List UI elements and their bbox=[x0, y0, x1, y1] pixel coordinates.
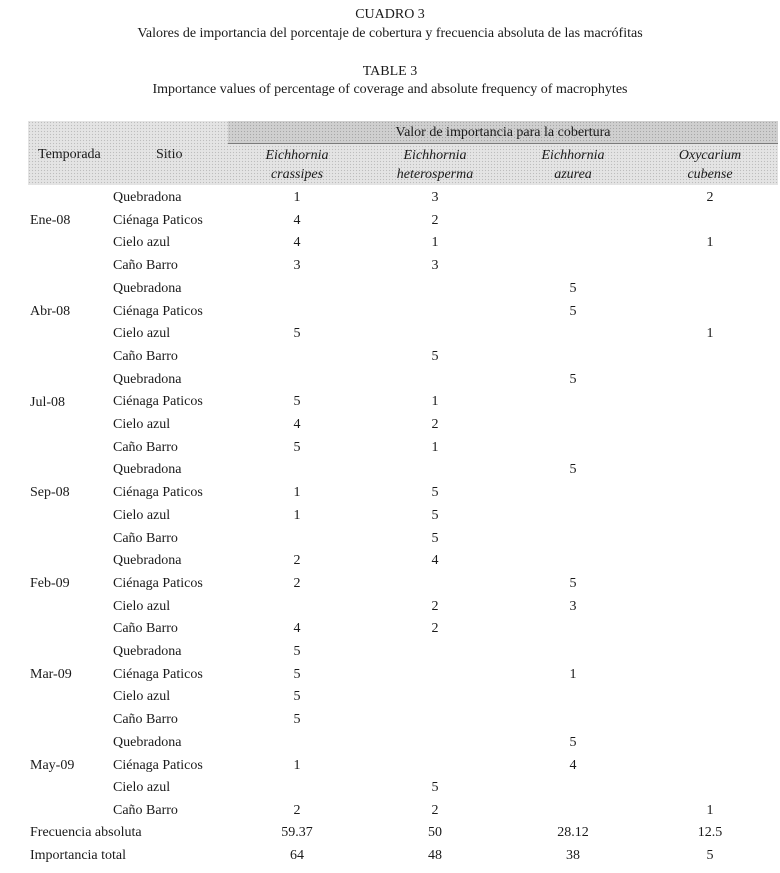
site-label: Ciénaga Paticos bbox=[113, 212, 203, 228]
season-label: Abr-08 bbox=[30, 303, 71, 319]
caption-en-label: TABLE 3 bbox=[362, 64, 418, 79]
table-cell: 3 bbox=[293, 258, 301, 274]
total-cell: 50 bbox=[428, 825, 442, 840]
table-cell: 5 bbox=[569, 462, 577, 478]
table-cell: 1 bbox=[293, 485, 301, 501]
table-cell: 2 bbox=[293, 802, 301, 818]
table-cell: 4 bbox=[293, 417, 301, 432]
table-cell: 1 bbox=[706, 326, 714, 342]
table-cell: 5 bbox=[431, 485, 439, 501]
table-cell: 1 bbox=[293, 190, 301, 205]
table-cell: 5 bbox=[431, 780, 439, 796]
header-species-genus: Eichhornia bbox=[403, 148, 467, 163]
table-cell: 2 bbox=[431, 802, 439, 818]
site-label: Caño Barro bbox=[113, 712, 178, 728]
site-label: Ciénaga Paticos bbox=[113, 757, 203, 773]
total-cell: 48 bbox=[428, 848, 442, 863]
season-label: May-09 bbox=[30, 757, 75, 773]
season-label: Feb-09 bbox=[30, 576, 70, 592]
caption-es-title: Valores de importancia del porcentaje de cobertura y frecuencia absoluta de las macrófitas bbox=[137, 26, 643, 41]
site-label: Caño Barro bbox=[113, 530, 178, 546]
table-cell: 4 bbox=[569, 757, 577, 773]
table-cell: 5 bbox=[569, 575, 577, 591]
table-cell: 5 bbox=[293, 689, 301, 705]
site-label: Caño Barro bbox=[113, 439, 178, 455]
site-label: Quebradona bbox=[113, 190, 182, 205]
table-cell: 1 bbox=[706, 802, 714, 818]
table-cell: 1 bbox=[569, 666, 577, 682]
header-species-genus: Eichhornia bbox=[541, 148, 605, 163]
table-cell: 1 bbox=[293, 757, 301, 773]
site-label: Quebradona bbox=[113, 371, 182, 387]
table-cell: 5 bbox=[569, 734, 577, 750]
site-label: Cielo azul bbox=[113, 417, 171, 432]
table-cell: 1 bbox=[706, 235, 714, 251]
table-cell: 3 bbox=[569, 598, 577, 614]
site-label: Ciénaga Paticos bbox=[113, 303, 203, 319]
caption-es-label: CUADRO 3 bbox=[355, 7, 425, 22]
site-label: Cielo azul bbox=[113, 598, 171, 614]
header-species-epithet: azurea bbox=[554, 167, 592, 182]
total-label: Frecuencia absoluta bbox=[30, 825, 142, 840]
table-cell: 5 bbox=[293, 394, 301, 410]
table-cell: 5 bbox=[569, 371, 577, 387]
header-group-rule bbox=[228, 143, 778, 144]
site-label: Cielo azul bbox=[113, 507, 171, 523]
table-cell: 4 bbox=[293, 235, 301, 251]
season-label: Sep-08 bbox=[30, 485, 70, 501]
caption-en-title: Importance values of percentage of coverage and absolute frequency of macrophytes bbox=[152, 82, 628, 97]
season-label: Mar-09 bbox=[30, 667, 72, 683]
table-cell: 4 bbox=[293, 212, 301, 228]
site-label: Cielo azul bbox=[113, 780, 171, 796]
table-cell: 2 bbox=[431, 621, 439, 637]
table-cell: 5 bbox=[431, 507, 439, 523]
total-cell: 12.5 bbox=[697, 825, 723, 840]
site-label: Caño Barro bbox=[113, 258, 178, 274]
table-cell: 5 bbox=[293, 326, 301, 342]
header-species-genus: Eichhornia bbox=[265, 148, 329, 163]
site-label: Cielo azul bbox=[113, 689, 171, 705]
header-season: Temporada bbox=[38, 147, 101, 162]
site-label: Quebradona bbox=[113, 462, 182, 478]
header-site: Sitio bbox=[156, 147, 183, 162]
header-species-epithet: cubense bbox=[687, 167, 733, 182]
table-cell: 5 bbox=[293, 666, 301, 682]
table-cell: 2 bbox=[431, 598, 439, 614]
table-cell: 3 bbox=[431, 258, 439, 274]
total-cell: 38 bbox=[566, 848, 580, 863]
site-label: Caño Barro bbox=[113, 348, 178, 364]
site-label: Ciénaga Paticos bbox=[113, 575, 203, 591]
table-cell: 2 bbox=[431, 212, 439, 228]
table-cell: 5 bbox=[569, 303, 577, 319]
season-label: Jul-08 bbox=[30, 394, 65, 410]
table-cell: 2 bbox=[293, 553, 301, 569]
season-label: Ene-08 bbox=[30, 213, 71, 229]
table-cell: 3 bbox=[431, 190, 439, 205]
table-cell: 5 bbox=[431, 348, 439, 364]
site-label: Caño Barro bbox=[113, 621, 178, 637]
table-cell: 2 bbox=[706, 190, 714, 205]
site-label: Ciénaga Paticos bbox=[113, 485, 203, 501]
table-cell: 1 bbox=[431, 394, 439, 410]
header-species-epithet: crassipes bbox=[270, 167, 324, 182]
table-cell: 1 bbox=[431, 439, 439, 455]
table-cell: 1 bbox=[293, 507, 301, 523]
site-label: Ciénaga Paticos bbox=[113, 666, 203, 682]
total-cell: 64 bbox=[290, 848, 304, 863]
header-species-genus: Oxycarium bbox=[678, 148, 742, 163]
total-cell: 59.37 bbox=[281, 825, 313, 840]
total-cell: 28.12 bbox=[557, 825, 589, 840]
table-cell: 5 bbox=[293, 712, 301, 728]
table-cell: 5 bbox=[293, 439, 301, 455]
total-cell: 5 bbox=[706, 848, 714, 863]
table-cell: 5 bbox=[293, 644, 301, 659]
table-cell: 4 bbox=[431, 553, 439, 569]
table-cell: 5 bbox=[431, 530, 439, 546]
site-label: Quebradona bbox=[113, 553, 182, 569]
table-cell: 2 bbox=[293, 575, 301, 591]
table-cell: 4 bbox=[293, 621, 301, 637]
site-label: Caño Barro bbox=[113, 802, 178, 818]
table-cell: 5 bbox=[569, 280, 577, 296]
table-cell: 2 bbox=[431, 417, 439, 432]
site-label: Quebradona bbox=[113, 644, 182, 659]
total-label: Importancia total bbox=[30, 848, 127, 863]
site-label: Quebradona bbox=[113, 734, 182, 750]
table-cell: 1 bbox=[431, 235, 439, 251]
site-label: Quebradona bbox=[113, 280, 182, 296]
site-label: Cielo azul bbox=[113, 326, 171, 342]
site-label: Ciénaga Paticos bbox=[113, 394, 203, 410]
header-species-epithet: heterosperma bbox=[396, 167, 474, 182]
site-label: Cielo azul bbox=[113, 235, 171, 251]
header-group: Valor de importancia para la cobertura bbox=[395, 125, 611, 140]
